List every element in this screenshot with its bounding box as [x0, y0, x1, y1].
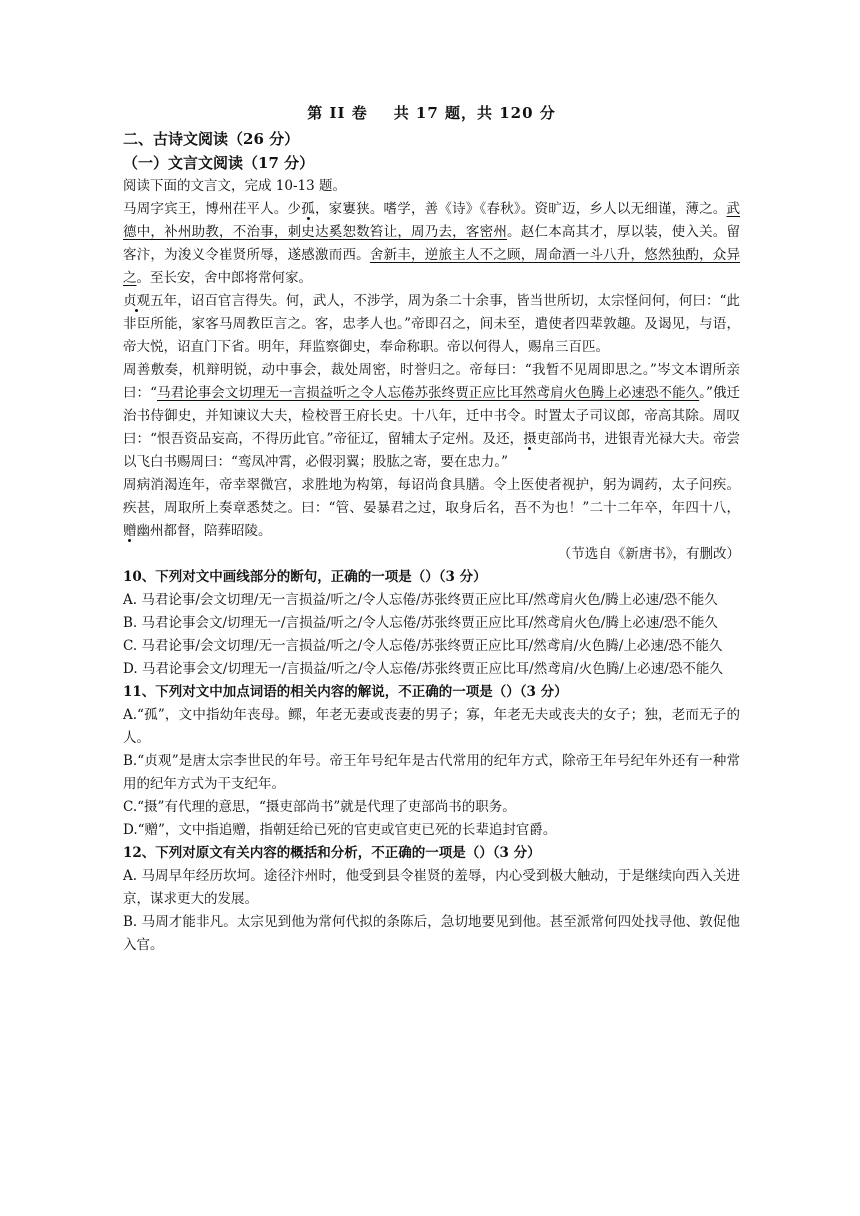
option-c: C.“摄”有代理的意思，“摄吏部尚书”就是代理了吏部尚书的职务。	[123, 799, 516, 815]
option-a: A. 马君论事/会文切理/无一言损益/听之/令人忘倦/苏张终贾正应比耳/然鸢肩火色/腾上必速/恐不能久	[123, 592, 718, 608]
text-run: 。”俄迁治书侍御史，并知谏议大夫，检校晋王府长史。十八年，迁中书令。时置太子司议郎，帝高其除。周叹曰：“恨吾资品妄高，不得历此官。”帝征辽，留辅太子定州。及还，	[123, 385, 740, 447]
part-label: 第 II 卷	[307, 104, 368, 122]
underlined-sentence-3: 马君论事会文切理无一言损益听之令人忘倦苏张终贾正应比耳然鸢肩火色腾上必速恐不能久	[157, 385, 700, 401]
question-10	[123, 566, 740, 681]
section-heading: 二、古诗文阅读（26 分）	[123, 130, 300, 148]
option-b: B. 马周才能非凡。太宗见到他为常何代拟的条陈后，急切地要见到他。甚至派常何四处找寻他、敦促他入官。	[123, 914, 740, 953]
option-d: D. 马君论事会文/切理无一/言损益/听之/令人忘倦/苏张终贾正应比耳/然鸢肩/火色腾/上必速/恐不能久	[123, 661, 723, 677]
text-run: 。赵仁本高其才，厚以装，使入关。留客汴，为浚义令崔贤所辱，遂感激而西。	[123, 224, 741, 263]
question-11	[123, 681, 740, 842]
dotted-word-gu: 孤	[301, 201, 315, 217]
dotted-word-zhenguan	[123, 293, 150, 309]
dotted-word-zeng: 赠	[123, 523, 137, 539]
option-a: A. 马周早年经历坎坷。途径汴州时，他受到县令崔贤的羞辱，内心受到极大触动，于是继续向西入关进京，谋求更大的发展。	[123, 868, 740, 907]
passage-source: （节选自《新唐书》，有删改）	[557, 546, 740, 562]
passage-paragraph-2	[123, 290, 740, 359]
paper-header	[123, 100, 740, 126]
text-run: 。至长安，舍中郎将常何家。	[136, 270, 312, 286]
section-instruction: 阅读下面的文言文，完成 10-13 题。	[123, 178, 347, 194]
text-run: 周善敷奏，机辩明锐，动中事会，裁处周密，时誉归之。帝每曰：“我暂不见周即思之。”岑文本谓所亲曰：“	[123, 362, 740, 401]
option-b: B. 马君论事会文/切理无一/言损益/听之/令人忘倦/苏张终贾正应比耳/然鸢肩火色/腾上必速/恐不能久	[123, 615, 718, 631]
question-stem: 12、下列对原文有关内容的概括和分析，不正确的一项是（）（3 分）	[123, 845, 541, 861]
underlined-sentence-1: 武德中，补州助教，不治事，刺史达奚恕数笞让，周乃去，客密州	[123, 201, 741, 240]
option-c: C. 马君论事/会文切理/无一言损益/听之/令人忘倦/苏张终贾正应比耳/然鸢肩/火色腾/上必速/恐不能久	[123, 638, 723, 654]
text-run: 幽州都督，陪葬昭陵。	[136, 523, 272, 539]
passage-paragraph-1	[123, 198, 740, 290]
text-run: 周病消渴连年，帝幸翠微宫，求胜地为构第，每诏尚食具膳。令上医使者视护，躬为调药，太子问疾。疾甚，周取所上奏章悉焚之。曰：“管、晏暴君之过，取身后名，吾不为也！”二十二年卒，年四十八，	[123, 477, 740, 516]
passage-paragraph-4	[123, 474, 740, 543]
option-a: A.“孤”，文中指幼年丧母。鳏，年老无妻或丧妻的男子；寡，年老无夫或丧夫的女子；独，老而无子的人。	[123, 707, 740, 746]
option-d: D.“赠”，文中指追赠，指朝廷给已死的官吏或官吏已死的长辈追封官爵。	[123, 822, 557, 838]
underlined-sentence-2: 舍新丰，逆旅主人不之顾，周命酒一斗八升，悠然独酌，众异之	[123, 247, 741, 286]
question-stem: 11、下列对文中加点词语的相关内容的解说，不正确的一项是（）（3 分）	[123, 684, 568, 700]
text-run: 吏部尚书，进银青光禄大夫。帝尝以飞白书赐周曰：“鸾凤冲霄，必假羽翼；股肱之寄，要在忠力。”	[123, 431, 741, 470]
exam-page	[123, 100, 740, 957]
text-run: 马周字宾王，博州茌平人。少	[123, 201, 302, 217]
dotted-word-she: 摄	[523, 431, 537, 447]
dotted-word-zhenguan-text: 贞观	[123, 293, 151, 309]
passage-paragraph-3	[123, 359, 740, 474]
text-run: ，家寠狭。嗜学，善《诗》《春秋》。资旷迈，乡人以无细谨，薄之。	[314, 201, 727, 217]
question-stem: 10、下列对文中画线部分的断句，正确的一项是（）（3 分）	[123, 569, 487, 585]
option-b: B.“贞观”是唐太宗李世民的年号。帝王年号纪年是古代常用的纪年方式，除帝王年号纪年外还有一种常用的纪年方式为干支纪年。	[123, 753, 740, 792]
section-subheading: （一）文言文阅读（17 分）	[123, 154, 315, 172]
part-summary: 共 17 题，共 120 分	[393, 104, 556, 122]
text-run: 五年，诏百官言得失。何，武人，不涉学，周为条二十余事，皆当世所切，太宗怪问何，何曰：“此非臣所能，家客马周教臣言之。客，忠孝人也。”帝即召之，间未至，遣使者四辈敦趣。及谒见，与语，帝大悦，诏直门下省。明年，拜监察御史，奉命称职。帝以何得人，赐帛三百匹。	[123, 293, 741, 355]
question-12	[123, 842, 740, 957]
